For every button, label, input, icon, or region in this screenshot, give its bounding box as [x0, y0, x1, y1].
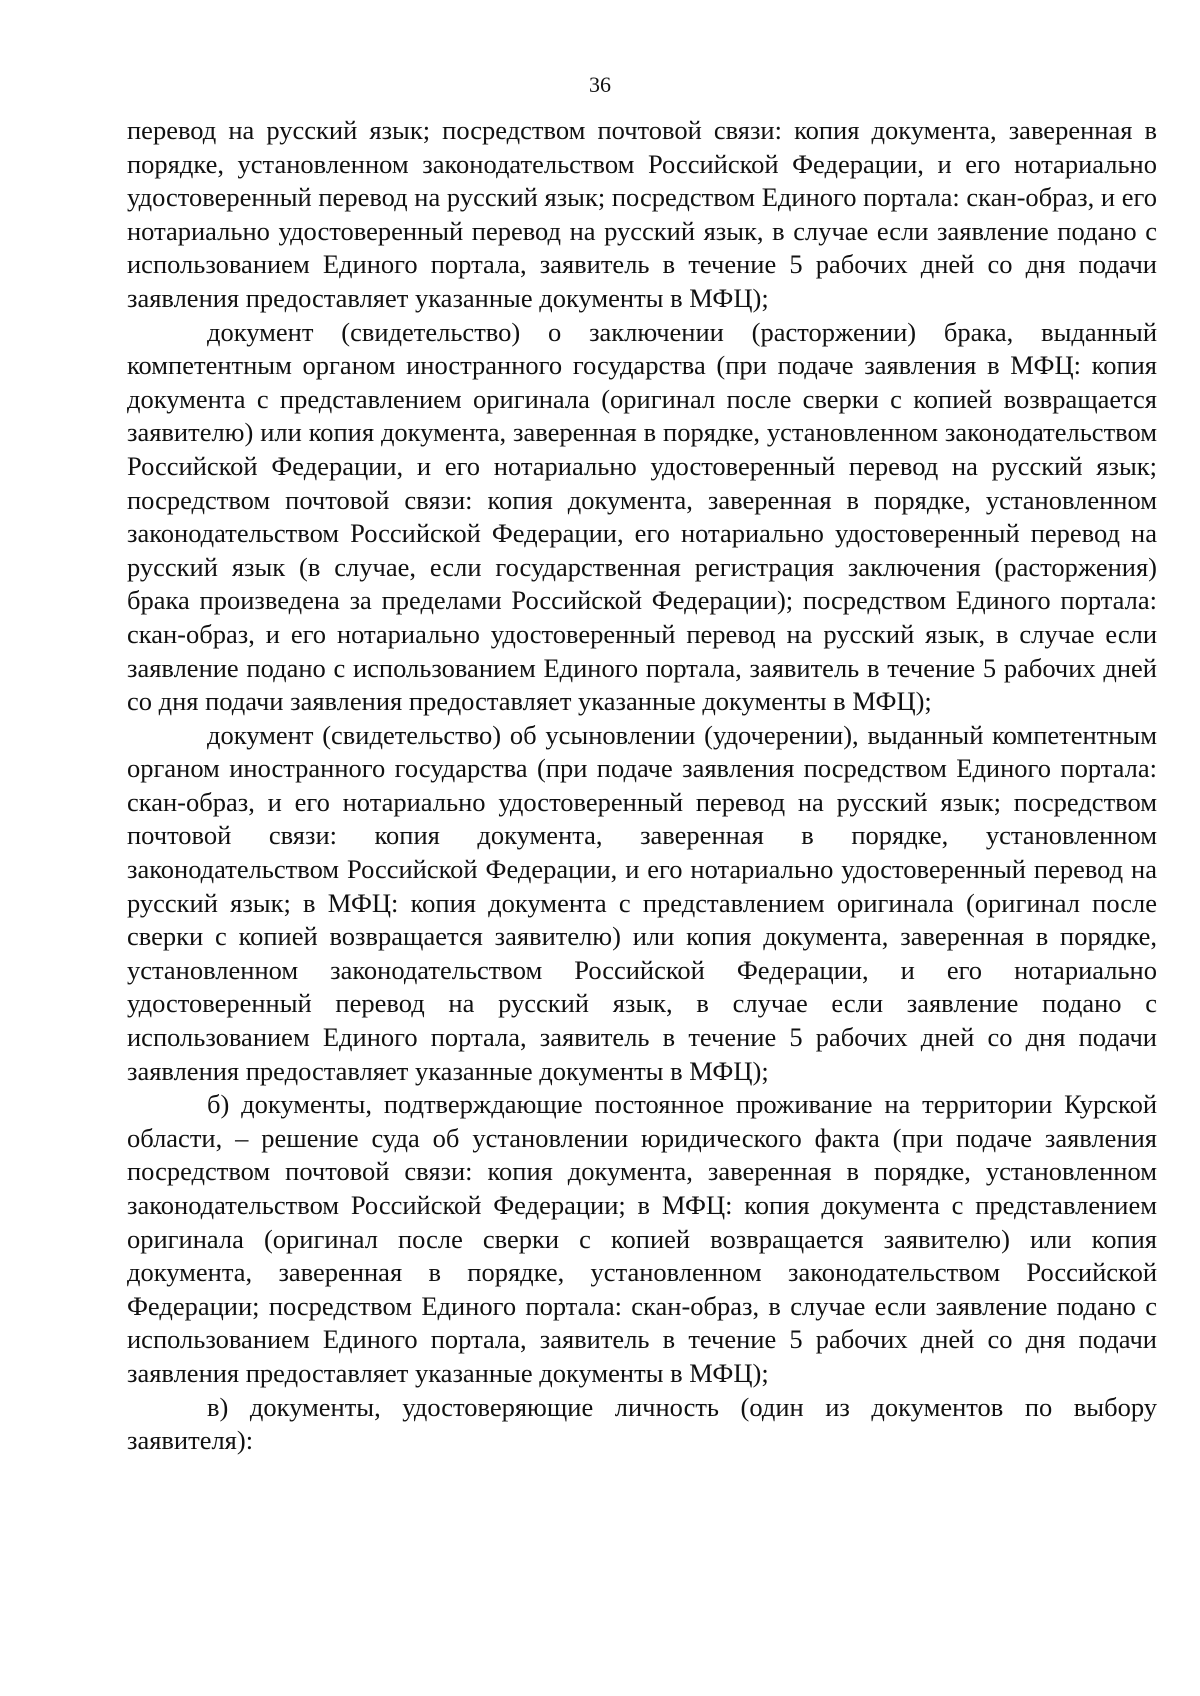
page-number: 36: [589, 72, 611, 97]
paragraph-adoption-certificate: документ (свидетельство) об усыновлении (удочерении), выданный компетентным органом иностранного государства (при подаче заявления посредством Единого портала: скан-образ, и его нотариально удостоверенный перевод на русский язык; посредством почтовой связи: копия документа, заверенная в порядке, установленном законодательством Российской Федерации, и его нотариально удостоверенный перевод на русский язык; в МФЦ: копия документа с представлением оригинала (оригинал после сверки с копией возвращается заявителю) или копия документа, заверенная в порядке, установленном законодательством Российской Федерации, и его нотариально удостоверенный перевод на русский язык, в случае если заявление подано с использованием Единого портала, заявитель в течение 5 рабочих дней со дня подачи заявления предоставляет указанные документы в МФЦ);: [127, 719, 1157, 1086]
paragraph-translation-continuation: перевод на русский язык; посредством почтовой связи: копия документа, заверенная в порядке, установленном законодательством Российской Федерации, и его нотариально удостоверенный перевод на русский язык; посредством Единого портала: скан-образ, и его нотариально удостоверенный перевод на русский язык, в случае если заявление подано с использованием Единого портала, заявитель в течение 5 рабочих дней со дня подачи заявления предоставляет указанные документы в МФЦ);: [127, 115, 1157, 313]
paragraph-residence-documents: б) документы, подтверждающие постоянное проживание на территории Курской области, – решение суда об установлении юридического факта (при подаче заявления посредством почтовой связи: копия документа, заверенная в порядке, установленном законодательством Российской Федерации; в МФЦ: копия документа с представлением оригинала (оригинал после сверки с копией возвращается заявителю) или копия документа, заверенная в порядке, установленном законодательством Российской Федерации; посредством Единого портала: скан-образ, в случае если заявление подано с использованием Единого портала, заявитель в течение 5 рабочих дней со дня подачи заявления предоставляет указанные документы в МФЦ);: [127, 1089, 1157, 1388]
paragraph-marriage-certificate: документ (свидетельство) о заключении (расторжении) брака, выданный компетентным органом иностранного государства (при подаче заявления в МФЦ: копия документа с представлением оригинала (оригинал после сверки с копией возвращается заявителю) или копия документа, заверенная в порядке, установленном законодательством Российской Федерации, и его нотариально удостоверенный перевод на русский язык; посредством почтовой связи: копия документа, заверенная в порядке, установленном законодательством Российской Федерации, его нотариально удостоверенный перевод на русский язык (в случае, если государственная регистрация заключения (расторжения) брака произведена за пределами Российской Федерации); посредством Единого портала: скан-образ, и его нотариально удостоверенный перевод на русский язык, в случае если заявление подано с использованием Единого портала, заявитель в течение 5 рабочих дней со дня подачи заявления предоставляет указанные документы в МФЦ);: [127, 316, 1157, 717]
document-body: [127, 114, 1157, 1458]
paragraph-identity-documents: в) документы, удостоверяющие личность (один из документов по выбору заявителя):: [127, 1391, 1157, 1456]
